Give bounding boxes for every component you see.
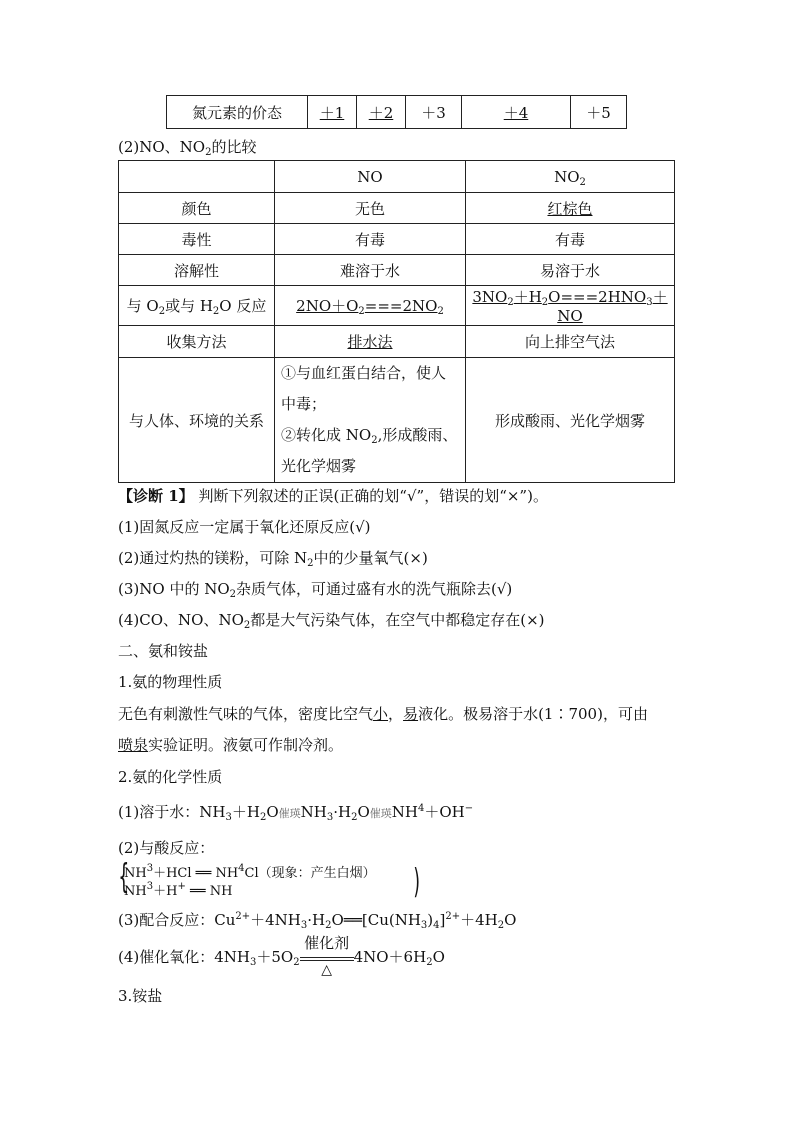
catalyst-label: 催化剂	[304, 933, 350, 952]
subheading: 2.氨的化学性质	[118, 768, 223, 786]
diagnosis-title: 【诊断 1】	[118, 487, 194, 505]
row-label: 收集方法	[119, 326, 275, 358]
diagnosis-item: (3)NO 中的 $NO_2$杂质气体，可通过盛有水的洗气瓶除去(√)	[118, 580, 513, 600]
equation-4: (4)催化氧化：$4NH_3+5O_2$ 催化剂 △ $4NO+6H_2O$	[118, 933, 445, 978]
right-paren: )	[413, 862, 420, 902]
header-no2: $NO_2$	[466, 161, 675, 193]
reaction-no: $2NO+O_2===2NO_2$	[275, 286, 466, 326]
cell: 无色	[275, 193, 466, 224]
diagnosis-header: 【诊断 1】 判断下列叙述的正误(正确的划“√”，错误的划“×”)。	[118, 487, 548, 505]
paragraph: 喷泉实验证明。液氨可作制冷剂。	[118, 736, 344, 754]
valence-cell: ＋2	[357, 96, 406, 129]
valence-cell: ＋1	[308, 96, 357, 129]
section-heading: 二、氨和铵盐	[118, 642, 209, 660]
valence-table	[166, 95, 627, 129]
equation-2b: $NH^3+H^+$ ══ NH	[124, 881, 233, 899]
cell: 排水法	[275, 326, 466, 358]
header-no: NO	[275, 161, 466, 193]
cell: 形成酸雨、光化学烟雾	[466, 358, 675, 483]
compare-table	[118, 160, 675, 483]
cell: 红棕色	[466, 193, 675, 224]
cell: 有毒	[466, 224, 675, 255]
row-label: 与 $O_2$或与 $H_2O$ 反应	[119, 286, 275, 326]
heat-icon: △	[321, 961, 332, 978]
env-no-cell: ①与血红蛋白结合，使人 中毒； ②转化成 $NO_2$,形成酸雨、 光化学烟雾	[275, 358, 466, 483]
equation-3: (3)配合反应：$Cu^{2+}+4NH_3\cdot H_2O══[Cu(NH_3)_4]^{2+}+4H_2O$	[118, 911, 517, 931]
equation-1: (1)溶于水：$NH_3+H_2O$催瑛$NH_3\cdot H_2O$催瑛$NH^4+OH^-$	[118, 803, 474, 823]
row-label: 颜色	[119, 193, 275, 224]
header-blank	[119, 161, 275, 193]
compare-title: (2)NO、$NO_2$的比较	[118, 138, 257, 158]
reaction-no2: $3NO_2+H_2O===2HNO_3+NO$	[466, 286, 675, 326]
cell: 向上排空气法	[466, 326, 675, 358]
valence-cell: ＋5	[571, 96, 627, 129]
cell: 难溶于水	[275, 255, 466, 286]
left-brace: {	[118, 857, 130, 897]
valence-label: 氮元素的价态	[167, 96, 308, 129]
row-label: 毒性	[119, 224, 275, 255]
equation-2-label: (2)与酸反应：	[118, 839, 215, 857]
cell: 易溶于水	[466, 255, 675, 286]
cell: 有毒	[275, 224, 466, 255]
subheading: 1.氨的物理性质	[118, 673, 223, 691]
diagnosis-item: (2)通过灼热的镁粉，可除 $N_2$中的少量氧气(×)	[118, 549, 428, 569]
equation-2a: $NH^3+HCl$ ══ $NH^4Cl$（现象：产生白烟）	[124, 863, 376, 881]
paragraph: 无色有刺激性气味的气体，密度比空气小，易液化。极易溶于水(1∶700)，可由	[118, 705, 648, 723]
diagnosis-item: (1)固氮反应一定属于氧化还原反应(√)	[118, 518, 371, 536]
valence-cell: ＋3	[406, 96, 462, 129]
row-label: 溶解性	[119, 255, 275, 286]
row-label: 与人体、环境的关系	[119, 358, 275, 483]
subheading: 3.铵盐	[118, 987, 163, 1005]
diagnosis-item: (4)CO、NO、$NO_2$都是大气污染气体，在空气中都稳定存在(×)	[118, 611, 545, 631]
valence-cell: ＋4	[462, 96, 571, 129]
